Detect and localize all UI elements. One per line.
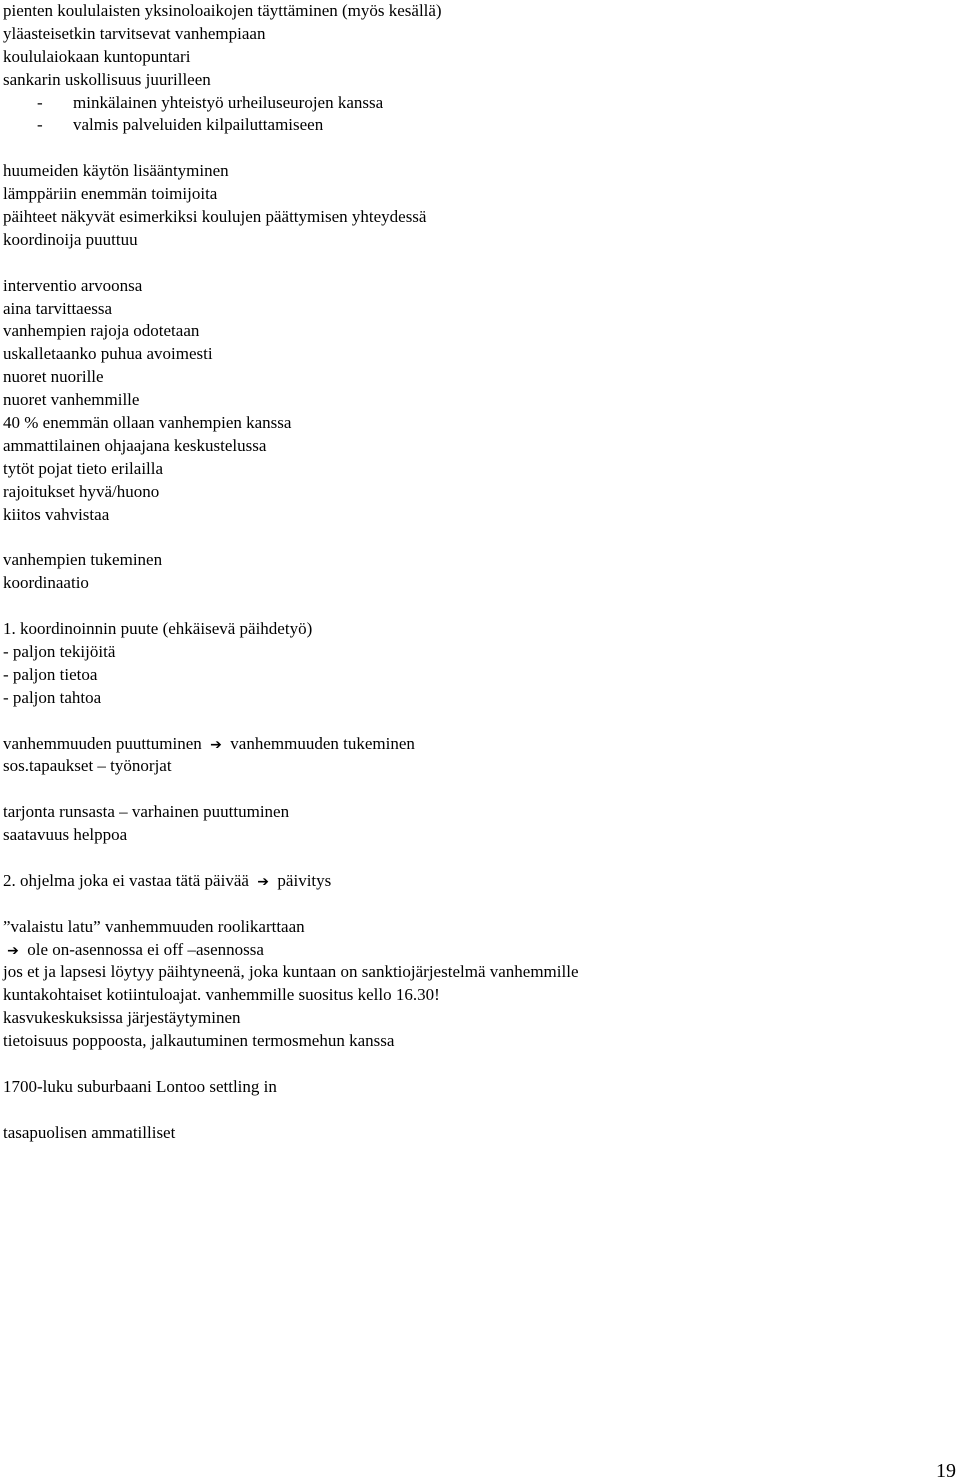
blank-line [3,1099,943,1122]
dash-bullet: - [37,115,43,135]
text-line: koordinaatio [3,573,89,593]
text-line: kiitos vahvistaa [3,504,110,524]
text-line: jos et ja lapsesi löytyy päihtyneenä, joka kuntaan on sanktiojärjestelmä vanhemmille [3,962,579,982]
dash-list-item [3,92,943,115]
text-line: - paljon tietoa [3,664,98,684]
arrow-line-right: ole on-asennossa ei off –asennossa [27,939,264,959]
arrow-line-right: vanhemmuuden tukeminen [230,733,415,753]
text-line: koululaiokaan kuntopuntari [3,46,191,66]
dash-bullet: - [37,92,43,112]
text-line: tarjonta runsasta – varhainen puuttuminen [3,802,290,822]
document-body [3,0,943,1145]
text-line: 40 % enemmän ollaan vanhempien kanssa [3,413,292,433]
text-line: nuoret vanhemmille [3,390,140,410]
blank-line [3,710,943,733]
text-line: nuoret nuorille [3,367,104,387]
blank-line [3,778,943,801]
numbered-heading: 1. koordinoinnin puute (ehkäisevä päihdetyö) [3,619,313,639]
blank-line [3,893,943,916]
arrow-line-right: päivitys [277,870,332,890]
numbered-heading: 2. ohjelma joka ei vastaa tätä päivää [3,870,249,890]
text-line: vanhempien rajoja odotetaan [3,321,200,341]
text-line: uskalletaanko puhua avoimesti [3,344,213,364]
text-line: tietoisuus poppoosta, jalkautuminen termosmehun kanssa [3,1031,395,1051]
page-number: 19 [936,1460,956,1482]
blank-line [3,847,943,870]
arrow-line [3,733,943,756]
text-line: sankarin uskollisuus juurilleen [3,69,211,89]
blank-line [3,1053,943,1076]
arrow-line [3,939,943,962]
dash-item-text: valmis palveluiden kilpailuttamiseen [73,115,324,135]
text-line: vanhempien tukeminen [3,550,163,570]
text-line: päihteet näkyvät esimerkiksi koulujen päättymisen yhteydessä [3,207,427,227]
blank-line [3,252,943,275]
blank-line [3,137,943,160]
text-line: sos.tapaukset – työnorjat [3,756,172,776]
text-line: aina tarvittaessa [3,298,113,318]
blank-line [3,526,943,549]
arrow-right-icon: ➔ [7,942,19,959]
dash-item-text: minkälainen yhteistyö urheiluseurojen kanssa [73,92,384,112]
text-line: pienten koululaisten yksinoloaikojen täyttäminen (myös kesällä) [3,1,442,20]
text-line: rajoitukset hyvä/huono [3,481,160,501]
text-line: - paljon tahtoa [3,687,102,707]
text-line: tytöt pojat tieto erilailla [3,458,164,478]
text-line: - paljon tekijöitä [3,641,116,661]
text-line: koordinoija puuttuu [3,229,138,249]
arrow-line [3,870,943,893]
text-line: lämppäriin enemmän toimijoita [3,184,218,204]
text-line: kasvukeskuksissa järjestäytyminen [3,1008,241,1028]
text-line: kuntakohtaiset kotiintuloajat. vanhemmille suositus kello 16.30! [3,985,440,1005]
text-line: saatavuus helppoa [3,825,128,845]
text-line: ”valaistu latu” vanhemmuuden roolikarttaan [3,916,305,936]
text-line: ammattilainen ohjaajana keskustelussa [3,435,267,455]
blank-line [3,595,943,618]
text-line: 1700-luku suburbaani Lontoo settling in [3,1076,277,1096]
dash-list-item [3,114,943,137]
text-line: interventio arvoonsa [3,275,143,295]
text-line: tasapuolisen ammatilliset [3,1122,176,1142]
arrow-right-icon: ➔ [257,873,270,890]
arrow-line-left: vanhemmuuden puuttuminen [3,733,202,753]
text-line: huumeiden käytön lisääntyminen [3,161,229,181]
text-line: yläasteisetkin tarvitsevat vanhempiaan [3,23,266,43]
arrow-right-icon: ➔ [210,736,222,753]
